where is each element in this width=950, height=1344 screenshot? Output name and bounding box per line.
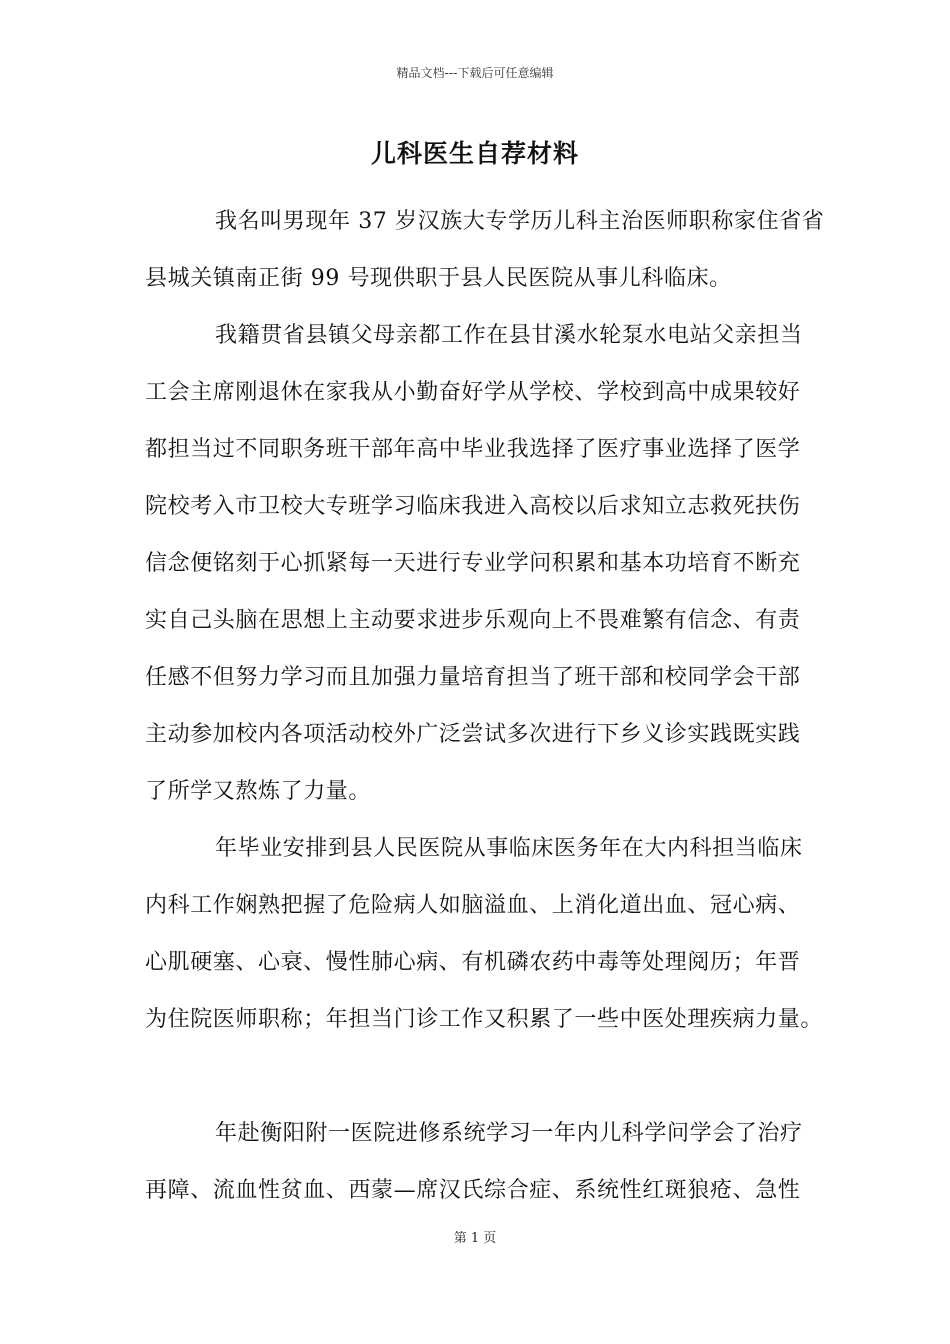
text-line: 年毕业安排到县人民医院从事临床医务年在大内科担当临床 — [215, 836, 803, 861]
text-line: 院校考入市卫校大专班学习临床我进入高校以后求知立志救死扶伤 — [145, 494, 801, 519]
text-line: 我名叫男现年 37 岁汉族大专学历儿科主治医师职称家住省省 — [215, 209, 825, 234]
document-title: 儿科医生自荐材料 — [370, 139, 579, 168]
text-line: 信念便铭刻于心抓紧每一天进行专业学问积累和基本功培育不断充 — [145, 551, 801, 576]
page-header: 精品文档---下载后可任意编辑 — [396, 66, 554, 80]
text-line: 为住院医师职称；年担当门诊工作又积累了一些中医处理疾病力量。 — [145, 1007, 824, 1032]
text-line: 实自己头脑在思想上主动要求进步乐观向上不畏难繁有信念、有责 — [145, 608, 801, 633]
text-line: 工会主席刚退休在家我从小勤奋好学从学校、学校到高中成果较好 — [145, 380, 801, 405]
page-number: 第 1 页 — [453, 1231, 497, 1246]
text-line: 任感不但努力学习而且加强力量培育担当了班干部和校同学会干部 — [145, 665, 801, 690]
text-line: 心肌硬塞、心衰、慢性肺心病、有机磷农药中毒等处理阅历；年晋 — [145, 950, 801, 975]
text-line: 主动参加校内各项活动校外广泛尝试多次进行下乡义诊实践既实践 — [145, 722, 801, 747]
text-line: 再障、流血性贫血、西蒙—席汉氏综合症、系统性红斑狼疮、急性 — [145, 1178, 801, 1203]
text-line: 县城关镇南正街 99 号现供职于县人民医院从事儿科临床。 — [145, 266, 732, 291]
text-line: 我籍贯省县镇父母亲都工作在县甘溪水轮泵水电站父亲担当 — [215, 323, 803, 348]
text-line: 了所学又熬炼了力量。 — [145, 779, 372, 804]
text-line: 年赴衡阳附一医院进修系统学习一年内儿科学问学会了治疗 — [215, 1121, 803, 1146]
text-line: 内科工作娴熟把握了危险病人如脑溢血、上消化道出血、冠心病、 — [145, 893, 801, 918]
text-line: 都担当过不同职务班干部年高中毕业我选择了医疗事业选择了医学 — [145, 437, 801, 462]
